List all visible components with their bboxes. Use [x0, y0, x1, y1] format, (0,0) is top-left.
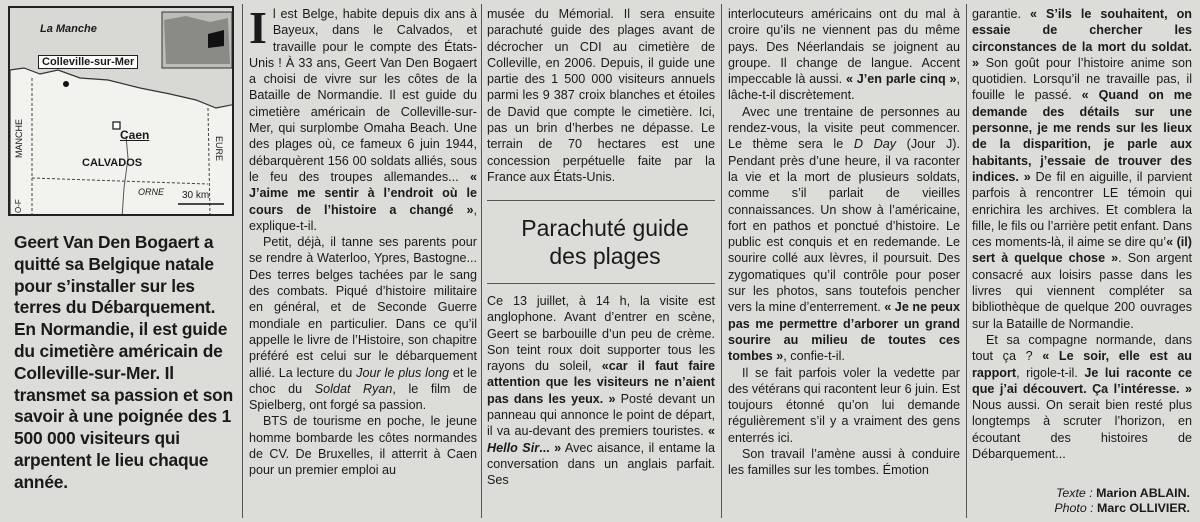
- subheading: Parachuté guide des plages: [521, 215, 689, 269]
- article-column-2: musée du Mémorial. Il sera ensuite parachuté guide des plages avant de décrocher un CDI au cimetière de Colleville, en 2006. Depuis, il guide une partie des 1 500 000 visiteurs annuels parmi les 9 387 croix blanches et étoiles de David que compte le cimetière. Ici, pas un brin d’herbes ne dépasse. Le terrain de 70 hectares est une concession perpétuelle faite par la France aux États-Unis.: [487, 7, 715, 184]
- town-label: Colleville-sur-Mer: [38, 55, 138, 69]
- photo-credit-name: Marc OLLIVIER.: [1097, 501, 1190, 515]
- river-label: ORNE: [138, 187, 165, 197]
- sea-label: La Manche: [40, 23, 97, 35]
- subhead-rule: [487, 283, 715, 284]
- column-divider: [481, 4, 482, 518]
- article-column-4: garantie. « S’ils le souhaitent, on essaie de chercher les circonstances de la mort du soldat. » Son goût pour l’histoire anime son quotidien. Lorsqu’il ne travaille pas, il fouille le passé. « Quand on me demande des détails sur une personne, je me rends sur les lieux de la disparition, je parle aux habitants, j’essaie de trouver des indices. » De fil en aiguille, il parvient parfois à rencontrer LE témoin qui enrichira les archives. Et comblera la fille, le fils ou l’arrière petit enfant. Dans ces moments-là, il aime se dire qu’« (il) sert à quelque chose ». Son argent consacré aux loisirs passe dans les livres qui viennent compléter sa bibliothèque de quelque 200 ouvrages sur la Bataille de Normandie. Et sa compagne normande, dans tout ça ? « Le soir, elle est au rapport, rigole-t-il. Je lui raconte ce que j’ai découvert. Ça l’intéresse. » Nous aussi. On serait bien resté plus longtemps à scruter l’horizon, en écoutant des histoires de Débarquement...: [972, 7, 1193, 462]
- article-credits: [1010, 486, 1190, 516]
- article-column-1: Il est Belge, habite depuis dix ans à Bayeux, dans le Calvados, et travaille pour le compte des États-Unis ! À 33 ans, Geert Van Den Bogaert a choisi de vivre sur les côtes de la Bataille de Normandie. Il est guide du cimetière américain de Colleville-sur-Mer, qui surplombe Omaha Beach. Une des plages où, ce fameux 6 juin 1944, débarquèrent 156 00 soldats alliés, sous le feu des troupes allemandes... « J’aime me sentir à l’endroit où le cours de l’histoire a changé », explique-t-il. Petit, déjà, il tanne ses parents pour se rendre à Waterloo, Ypres, Bastogne... Des terres belges tachées par le sang des combats. Piqué d’histoire militaire en général, et de Seconde Guerre mondiale en particulier. Dans ce qu’il appelle le livre de l’Histoire, son chapitre préféré est celui sur le débarquement allié. La lecture du Jour le plus long et le choc du Soldat Ryan, le film de Spielberg, ont forgé sa passion. BTS de tourisme en poche, le jeune homme bombarde les côtes normandes de CV. De Bruxelles, il atterrit à Caen pour un premier emploi au: [249, 2, 477, 478]
- column-divider: [242, 4, 243, 518]
- text-credit-label: Texte :: [1055, 486, 1093, 500]
- region-label: CALVADOS: [82, 157, 143, 169]
- scale-label: 30 km: [182, 190, 210, 201]
- location-map: [8, 6, 234, 216]
- text-credit: [1010, 486, 1190, 501]
- column-divider: [721, 4, 722, 518]
- subhead-rule: [487, 200, 715, 201]
- map-drawing: [10, 8, 234, 216]
- article-column-2-lower: Ce 13 juillet, à 14 h, la visite est anglophone. Avant d’entrer en scène, Geert se barbouille d’un peu de crème. Son teint roux doit supporter tous les rayons du soleil, «car il faut faire attention que les visiteurs ne n’aient pas dans les yeux. » Posté devant un panneau qui annonce le point de départ, il va au-devant des premiers touristes. « Hello Sir... » Avec aisance, il entame la conversation dans un anglais parfait. Ses: [487, 294, 716, 488]
- right-department-label: EURE: [214, 136, 224, 162]
- city-label: Caen: [120, 128, 150, 142]
- intro-paragraph: Geert Van Den Bogaert a quitté sa Belgique natale pour s’installer sur les terres du Débarquement. En Normandie, il est guide du cimetière américain de Colleville-sur-Mer. Il transmet sa passion et son savoir à une poignée des 1 500 000 visiteurs qui arpentent le lieu chaque année.: [14, 232, 234, 492]
- photo-credit-label: Photo :: [1054, 501, 1094, 515]
- left-department-label: MANCHE: [14, 118, 24, 158]
- photo-credit: [1010, 501, 1190, 516]
- text-credit-name: Marion ABLAIN.: [1096, 486, 1190, 500]
- article-column-3: interlocuteurs américains ont du mal à croire qu’ils ne viennent pas du même pays. Des Néerlandais se joignent au groupe. Il change de langue. Accent impeccable là aussi. « J’en parle cinq », lâche-t-il discrètement. Avec une trentaine de personnes au rendez-vous, la visite peut commencer. Le thème sera le D Day (Jour J). Pendant près d’une heure, il va raconter la vie et la mort de plusieurs soldats, comme s’il parlait de vieilles connaissances. Un show à l’américaine, fort en pathos et ponctué d’histoire. Le public est conquis et en redemande. Le sourire collé aux lèvres, il poursuit. Des zygomatiques qu’il contrôle pour poser sur les photos, sans toutefois pencher vers la mine d’enterrement. « Je ne peux pas me permettre d’arborer un grand sourire au milieu de toutes ces tombes », confie-t-il. Il se fait parfois voler la vedette par des vétérans qui racontent leur 6 juin. Est toujours étonné qu’on lui demande régulièrement s’il y a vraiment des gens enterrés ici. Son travail l’amène aussi à conduire les familles sur les tombes. Émotion: [728, 7, 960, 478]
- column-divider: [966, 4, 967, 518]
- map-credit: O-F: [14, 199, 23, 213]
